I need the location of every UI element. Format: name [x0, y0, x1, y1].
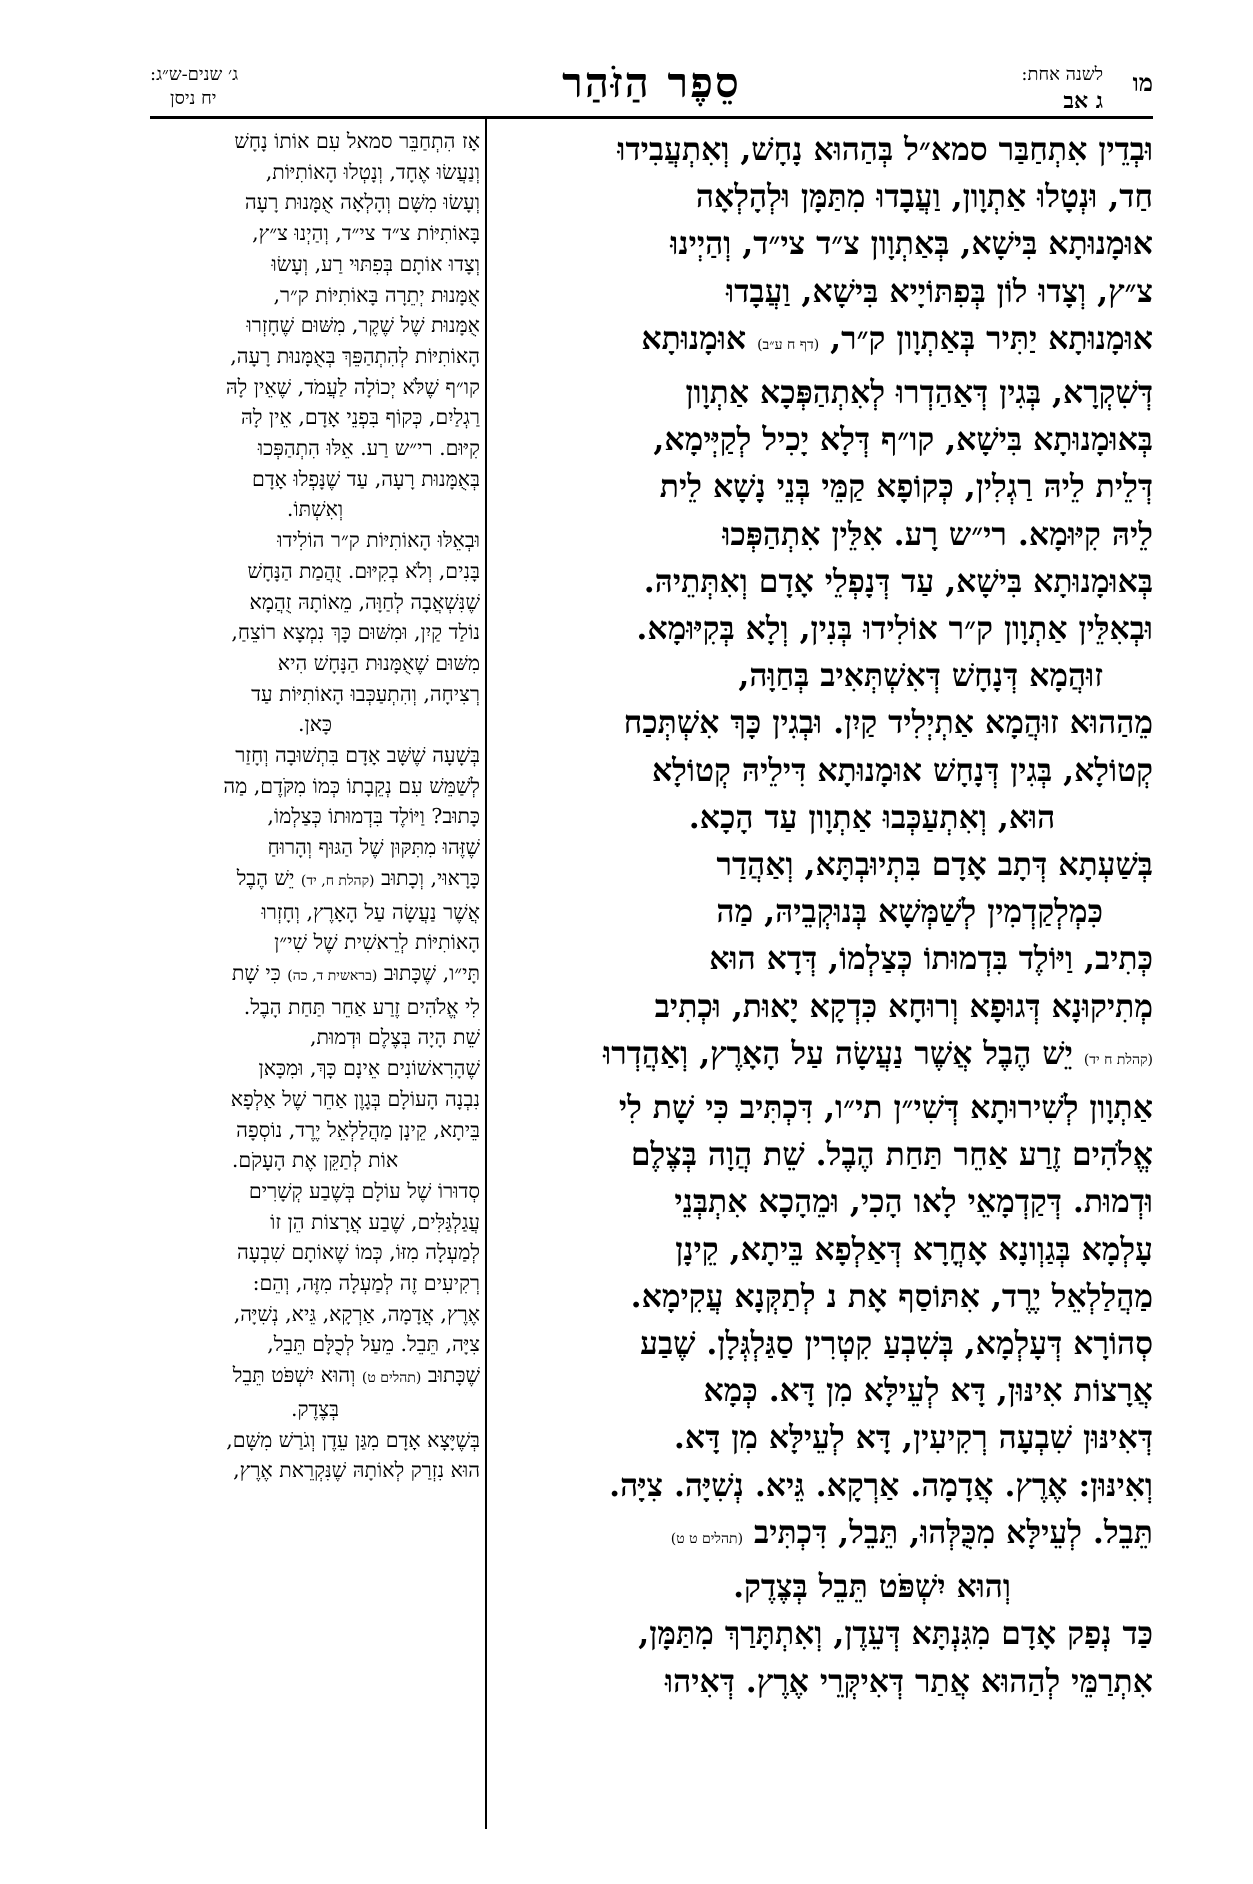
text-segment: אוּמָנוּתָא	[641, 319, 747, 357]
text-line: הוּא נִזְרַק לְאוֹתָהּ שֶׁנִּקְרֵאת אֶרֶץ,	[233, 1458, 480, 1483]
text-line: רַגְלַיִם, כְּקוֹף בִּפְנֵי אָדָם, אֵין לָהּ	[241, 405, 480, 430]
text-line: אֻמָּנוּת יְתֵרָה בָּאוֹתִיּוֹת ק״ר,	[273, 282, 480, 307]
text-line	[150, 1360, 480, 1394]
text-line: לִי אֱלֹהִים זֶרַע אַחֵר תַּחַת הָבֶל.	[243, 994, 480, 1019]
text-line	[591, 1509, 1153, 1563]
daf-reference: (דף ח ע״ב)	[757, 336, 820, 353]
header-rule	[150, 116, 1153, 119]
text-line: אֲרָצוֹת אִינּוּן, דָּא לְעֵילָּא מִן דָּא. כְּמָא	[703, 1372, 1153, 1410]
text-line	[150, 863, 480, 897]
text-line: בְּאֻמָּנוּת רָעָה, עַד שֶׁנָּפְלוּ אָדָם	[252, 466, 480, 491]
page-header	[150, 58, 1153, 118]
text-line: קְטוֹלָא, בְּגִין דְּנָחָשׁ אוּמָנוּתָא דִּילֵיהּ קְטוֹלָא	[651, 751, 1153, 789]
text-line: זוּהֲמָא דְּנָחָשׁ דְּאִשְׁתְּאִיב בְּחַוָּה,	[738, 657, 1103, 695]
text-line: אֶרֶץ, אֲדָמָה, אַרְקָא, גֵּיא, נְשִׁיָּה,	[233, 1301, 480, 1326]
text-line: כָּאן.	[297, 712, 333, 737]
verse-reference: (תהלים ט)	[361, 1370, 422, 1387]
text-line: דְּלֵית לֵיהּ רַגְלִין, כְּקוֹפָא קַמֵּי בְּנֵי נָשָׁא לֵית	[659, 468, 1153, 506]
text-line: כָּתוּב? וַיּוֹלֶד בִּדְמוּתוֹ כְּצַלְמוֹ,	[267, 804, 480, 829]
text-line: צִיָּה, תֵּבֵל. מֵעַל לְכֻלָּם תֵּבֵל,	[267, 1332, 480, 1357]
text-line: אִתְרַמֵּי לְהַהוּא אֲתַר דְּאִיקְּרֵי אֶרֶץ. דְּאִיהוּ	[665, 1662, 1153, 1700]
text-line: חַד, וּנְטָלוּ אַתְוָון, וַעֲבָדוּ מִתַּמָּן וּלְהָלְאָה	[695, 178, 1153, 216]
text-line: הָאוֹתִיּוֹת לְהִתְהַפֵּךְ בְּאֻמָּנוּת רָעָה,	[230, 343, 480, 368]
text-line: כִּמְלְקַדְמִין לְשַׁמְּשָׁא בְּנוּקְבֵיהּ, מַה	[716, 893, 1103, 931]
text-line: מֵהַהוּא זוּהֲמָא אַתְיְלִיד קַיִן. וּבְגִין כָּךְ אִשְׁתְּכַח	[623, 704, 1153, 742]
text-line: וְאִשְׁתּוֹ.	[286, 497, 344, 522]
text-line: בְּצֶדֶק.	[291, 1396, 339, 1421]
text-line: לְמַעְלָה מִזּוֹ, כְּמוֹ שֶׁאוֹתָם שִׁבְעָה	[237, 1240, 480, 1265]
text-line: וּבְאִלֵּין אַתְוָון ק״ר אוֹלִידוּ בְּנִין, וְלָא בְּקִיּוּמָא.	[636, 610, 1153, 648]
text-line: עֲגַלְגַּלִּים, שֶׁבַע אֲרָצוֹת הֵן זוֹ	[270, 1209, 480, 1234]
text-line: שֶׁנִּשְׁאֲבָה לְחַוָּה, מֵאוֹתָהּ זֻהֲמָא	[249, 589, 480, 614]
text-line	[591, 315, 1153, 369]
alt-schedule-date: יח ניסן	[170, 88, 217, 109]
text-line: וְעָשׂוּ מִשָּׁם וְהָלְאָה אֻמָּנוּת רָעָה	[244, 190, 480, 215]
verse-text: וְהוּא יִשְׁפֹּט תֵּבֵל	[232, 1363, 356, 1388]
text-line	[591, 1030, 1153, 1084]
column-divider	[485, 119, 487, 1829]
text-segment: כָּרָאוּי, וְכָתוּב	[381, 865, 480, 890]
book-title: סֵפֶר הַזֹּהַר	[562, 58, 741, 107]
text-line: הָאוֹתִיּוֹת לְרֵאשִׁית שֶׁל שִׁי״ן	[274, 930, 480, 955]
text-line: לֵיהּ קִיּוּמָא. רי״ש רָע. אִלֵּין אִתְהַפְּכוּ	[722, 515, 1153, 553]
text-line: וּבְאֵלּוּ הָאוֹתִיּוֹת ק״ר הוֹלִידוּ	[277, 528, 480, 553]
study-schedule-date: ג אב	[1063, 88, 1103, 114]
verse-reference: (בראשית ד, כה)	[287, 967, 378, 984]
text-line: וְהוּא יִשְׁפֹּט תֵּבֵל בְּצֶדֶק.	[733, 1568, 1011, 1606]
text-line: וּדְמוּת. דְּקַדְמָאֵי לָאו הָכִי, וּמֵהָכָא אִתְבְּנֵי	[674, 1183, 1153, 1221]
text-line: וְצָדוּ אוֹתָם בְּפִתּוּי רַע, וְעָשׂוּ	[271, 251, 480, 276]
verse-reference: (קהלת ח, יד)	[300, 872, 375, 889]
text-line: בְּשָׁעָה שֶׁשָּׁב אָדָם בִּתְשׁוּבָה וְחָזַר	[235, 743, 480, 768]
text-line: דְּשִׁקְרָא, בְּגִין דְּאַהַדְרוּ לְאִתְהַפְּכָא אַתְוָון	[685, 374, 1153, 412]
study-schedule-label: לשנה אחת:	[1021, 64, 1103, 85]
verse-text: יֵשׁ הֶבֶל	[236, 865, 295, 890]
text-line: אַתְוָון לְשִׁירוּתָא דְּשִׁי״ן תי״ו, דִּכְתִּיב כִּי שָׁת לִי	[618, 1089, 1153, 1127]
text-line: סְהוֹרָא דְּעָלְמָא, בְּשִׁבְעַ קִטְרִין סַגַּלְגְּלָן. שֶׁבַע	[640, 1325, 1153, 1363]
text-line: לְשַׁמֵּשׁ עִם נְקֵבָתוֹ כְּמוֹ מִקֹּדֶם, מַה	[223, 773, 480, 798]
text-line: נִבְנָה הָעוֹלָם בְּגָוֶן אַחֵר שֶׁל אַלְפָא	[230, 1086, 480, 1111]
verse-reference: (תהלים ט ט)	[670, 1530, 744, 1547]
text-line: רְקִיעִים זֶה לְמַעְלָה מִזֶּה, וְהֵם:	[252, 1271, 480, 1296]
text-line: אֱלֹהִים זֶרַע אַחֵר תַּחַת הֶבֶל. שֵׁת הֲוָה בְּצֶלֶם	[630, 1136, 1153, 1174]
text-line: מִשּׁוּם שֶׁאֻמָּנוּת הַנָּחָשׁ הִיא	[277, 650, 480, 675]
verse-text: כִּי שָׁת	[231, 960, 281, 985]
text-line: וְאִינּוּן: אֶרֶץ. אֲדָמָה. אַרְקָא. גֵּיא. נְשִׁיָּה. צִיָּה.	[609, 1466, 1153, 1504]
text-line: בֵּיתָא, קֵינָן מַהֲלַלְאֵל יֶרֶד, נוֹסְפָה	[236, 1117, 480, 1142]
text-line: בְּאוּמָנוּתָא בִּישָׁא, קו״ף דְּלָא יָכִיל לְקַיְּימָא,	[653, 421, 1153, 459]
text-line: כְּתִיב, וַיּוֹלֶד בִּדְמוּתוֹ כְּצַלְמוֹ, דְּדָא הוּא	[709, 940, 1153, 978]
hebrew-translation-column	[150, 126, 480, 1486]
text-line: אֻמָּנוּת שֶׁל שֶׁקֶר, מִשּׁוּם שֶׁחָזְרוּ	[246, 313, 480, 338]
verse-reference: (קהלת ח יד)	[1083, 1051, 1153, 1068]
text-segment: שֶׁכָּתוּב	[427, 1363, 480, 1388]
text-line: דְּאִינּוּן שִׁבְעָה רְקִיעִין, דָּא לְעֵילָּא מִן דָּא.	[673, 1419, 1153, 1457]
text-line: בָּאוֹתִיּוֹת צ״ד צי״ד, וְהַיְנוּ צ״ץ,	[252, 221, 480, 246]
text-line: סְדוּרוֹ שֶׁל עוֹלָם בְּשֶׁבַע קְשָׁרִים	[248, 1178, 480, 1203]
text-line: וְנַעֲשׂוּ אֶחָד, וְנָטְלוּ הָאוֹתִיּוֹת,	[265, 159, 480, 184]
text-line: אוּמָנוּתָא בִּישָׁא, בְּאַתְוָון צ״ד צי״ד, וְהַיְינוּ	[670, 225, 1153, 263]
text-line: עָלְמָא בְּגַוְונָא אָחֳרָא דְּאַלְפָא בֵּיתָא, קֵינָן	[675, 1230, 1153, 1268]
text-line: הוּא, וְאִתְעַכְּבוּ אַתְוָון עַד הָכָא.	[688, 798, 1056, 836]
text-line: קִיּוּם. רי״ש רַע. אֵלּוּ הִתְהַפְּכוּ	[257, 436, 480, 461]
text-line: כַּד נְפַק אָדָם מִגִּנְתָּא דְּעֵדֶן, וְאִתְתָּרַךְ מִתַּמָּן,	[638, 1615, 1153, 1653]
text-line: שֶׁזֶּהוּ מִתִּקּוּן שֶׁל הַגּוּף וְהָרוּחַ	[267, 835, 480, 860]
text-line: בְּשַׁעְתָא דְּתָב אָדָם בִּתְיוּבְתָּא, וְאַהֲדַר	[716, 846, 1153, 884]
text-segment: תָּי״ו, שֶׁכָּתוּב	[383, 960, 480, 985]
page-number: מו	[1132, 68, 1153, 97]
text-line: רְצִיחָה, וְהִתְעַכְּבוּ הָאוֹתִיּוֹת עַד	[251, 681, 480, 706]
text-line: צ״ץ, וְצָדוּ לוֹן בְּפִתּוֹיָיא בִּישָׁא, וַעֲבָדוּ	[726, 272, 1153, 310]
text-line: אָז הִתְחַבֵּר סמאל עִם אוֹתוֹ נָחָשׁ	[234, 129, 480, 153]
text-line: בָּנִים, וְלֹא בְקִיּוּם. זֻהֲמַת הַנָּחָשׁ	[247, 558, 480, 583]
text-line: מַהֲלַלְאֵל יֶרֶד, אִתּוֹסַף אָת נ לְתַקְּנָא עֲקִימָא.	[630, 1277, 1153, 1315]
aramaic-text-column	[591, 126, 1153, 1705]
text-line: וּבְדֵין אִתְחַבַּר סמא״ל בְּהַהוּא נָחָשׁ, וְאִתְעֲבִידוּ	[617, 131, 1153, 168]
text-line: שֵׁת הָיָה בְּצֶלֶם וּדְמוּת,	[309, 1025, 480, 1050]
text-line: נוֹלַד קַיִן, וּמִשּׁוּם כָּךְ נִמְצָא רוֹצֵחַ,	[231, 620, 480, 645]
text-segment: תֵּבֵל. לְעֵילָּא מִכֻּלְּהוּ, תֵּבֵל, דִּכְתִּיב	[754, 1513, 1153, 1551]
text-line: בְּאוּמָנוּתָא בִּישָׁא, עַד דְּנָפְלֵי אָדָם וְאִתְּתֵיהּ.	[643, 562, 1153, 600]
text-line: אוֹת לְתַקֵּן אֶת הָעָקֹם.	[231, 1148, 399, 1173]
alt-schedule-label: ג׳ שנים-ש״ג:	[150, 64, 239, 85]
text-line: שֶׁהָרִאשׁוֹנִים אֵינָם כָּךְ, וּמִכָּאן	[258, 1056, 480, 1081]
text-line	[150, 958, 480, 992]
text-line: מְתִיקוּנָא דְּגוּפָא וְרוּחָא כִּדְקָא יָאוּת, וּכְתִיב	[654, 987, 1153, 1025]
text-line: אֲשֶׁר נַעֲשָׂה עַל הָאָרֶץ, וְחָזְרוּ	[261, 899, 480, 924]
text-line: קו״ף שֶׁלֹּא יְכוֹלָה לַעֲמֹד, שֶׁאֵין לָהּ	[225, 374, 480, 399]
text-line: בְּשֶׁיָּצָא אָדָם מִגַּן עֵדֶן וְגֹרַשׁ מִשָּׁם,	[226, 1427, 480, 1452]
text-segment: אוּמָנוּתָא יַתִּיר בְּאַתְוָון ק״ר,	[830, 319, 1153, 357]
text-segment: יֵשׁ הֶבֶל אֲשֶׁר נַעֲשָׂה עַל הָאָרֶץ, וְאַהֲדְרוּ	[603, 1034, 1073, 1072]
